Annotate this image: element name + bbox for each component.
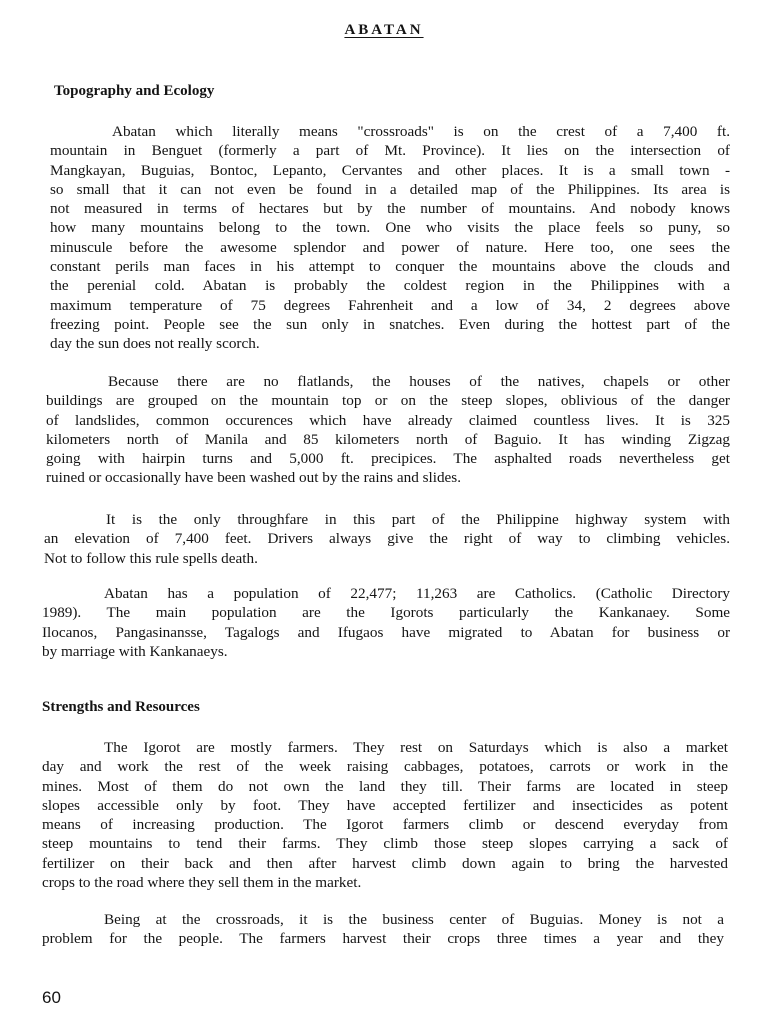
paragraph-topography-1 bbox=[50, 122, 730, 354]
text-line: kilometers north of Manila and 85 kilometers north of Baguio. It has winding Zigzag bbox=[46, 430, 730, 448]
section-heading-topography: Topography and Ecology bbox=[54, 83, 215, 99]
text-line: maximum temperature of 75 degrees Fahrenheit and a low of 34, 2 degrees above bbox=[50, 296, 730, 314]
paragraph-strengths-1 bbox=[42, 738, 728, 892]
text-line: how many mountains belong to the town. One who visits the place feels so puny, so bbox=[50, 219, 730, 237]
text-line: Abatan which literally means "crossroads" is on the crest of a 7,400 ft. bbox=[112, 123, 730, 140]
text-line: problem for the people. The farmers harvest their crops three times a year and they bbox=[42, 930, 724, 948]
text-line: Not to follow this rule spells death. bbox=[44, 549, 258, 567]
text-line: mountain in Benguet (formerly a part of Mt. Province). It lies on the intersection of bbox=[50, 142, 730, 160]
text-line: so small that it can not even be found in a detailed map of the Philippines. Its area is bbox=[50, 180, 730, 198]
text-line: by marriage with Kankanaeys. bbox=[42, 642, 228, 660]
text-line: Mangkayan, Buguias, Bontoc, Lepanto, Cervantes and other places. It is a small town - bbox=[50, 161, 730, 179]
paragraph-topography-4 bbox=[42, 584, 730, 661]
paragraph-topography-2 bbox=[46, 372, 730, 488]
text-line: ruined or occasionally have been washed out by the rains and slides. bbox=[46, 469, 462, 487]
text-line: day the sun does not really scorch. bbox=[50, 335, 260, 353]
text-line: day and work the rest of the week raising cabbages, potatoes, carrots or work in the bbox=[42, 758, 728, 776]
text-line: 1989). The main population are the Igorots particularly the Kankanaey. Some bbox=[42, 604, 730, 622]
text-line: an elevation of 7,400 feet. Drivers always give the right of way to climbing vehicles. bbox=[44, 530, 730, 548]
text-line: not measured in terms of hectares but by the number of mountains. And nobody knows bbox=[50, 200, 730, 218]
text-line: slopes accessible only by foot. They have accepted fertilizer and insecticides as potent bbox=[42, 796, 728, 814]
section-heading-strengths: Strengths and Resources bbox=[42, 699, 200, 715]
text-line: Ilocanos, Pangasinansse, Tagalogs and Ifugaos have migrated to Abatan for business or bbox=[42, 623, 730, 641]
page-number: 60 bbox=[42, 988, 61, 1007]
text-line: of landslides, common occurences which have already claimed countless lives. It is 325 bbox=[46, 411, 730, 429]
text-line: Abatan has a population of 22,477; 11,263 are Catholics. (Catholic Directory bbox=[104, 585, 730, 602]
paragraph-strengths-2 bbox=[42, 910, 724, 949]
text-line: constant perils man faces in his attempt to conquer the mountains above the clouds and bbox=[50, 258, 730, 276]
text-line: mines. Most of them do not own the land they till. Their farms are located in steep bbox=[42, 777, 728, 795]
text-line: It is the only throughfare in this part of the Philippine highway system with bbox=[106, 511, 730, 528]
paragraph-topography-3 bbox=[44, 510, 730, 568]
text-line: going with hairpin turns and 5,000 ft. precipices. The asphalted roads nevertheless get bbox=[46, 450, 730, 468]
text-line: buildings are grouped on the mountain top or on the steep slopes, oblivious of the danger bbox=[46, 392, 730, 410]
text-line: minuscule before the awesome splendor and power of nature. Here too, one sees the bbox=[50, 238, 730, 256]
text-line: steep mountains to tend their farms. They climb those steep slopes carrying a sack of bbox=[42, 835, 728, 853]
text-line: Being at the crossroads, it is the business center of Buguias. Money is not a bbox=[104, 911, 724, 928]
text-line: crops to the road where they sell them in the market. bbox=[42, 874, 362, 892]
text-line: freezing point. People see the sun only in snatches. Even during the hottest part of the bbox=[50, 315, 730, 333]
text-line: Because there are no flatlands, the houses of the natives, chapels or other bbox=[108, 373, 730, 390]
text-line: fertilizer on their back and then after harvest climb down again to bring the harvested bbox=[42, 854, 728, 872]
text-line: the perenial cold. Abatan is probably the coldest region in the Philippines with a bbox=[50, 277, 730, 295]
text-line: The Igorot are mostly farmers. They rest on Saturdays which is also a market bbox=[104, 739, 728, 756]
text-line: means of increasing production. The Igorot farmers climb or descend everyday from bbox=[42, 816, 728, 834]
page-title: ABATAN bbox=[344, 22, 424, 38]
